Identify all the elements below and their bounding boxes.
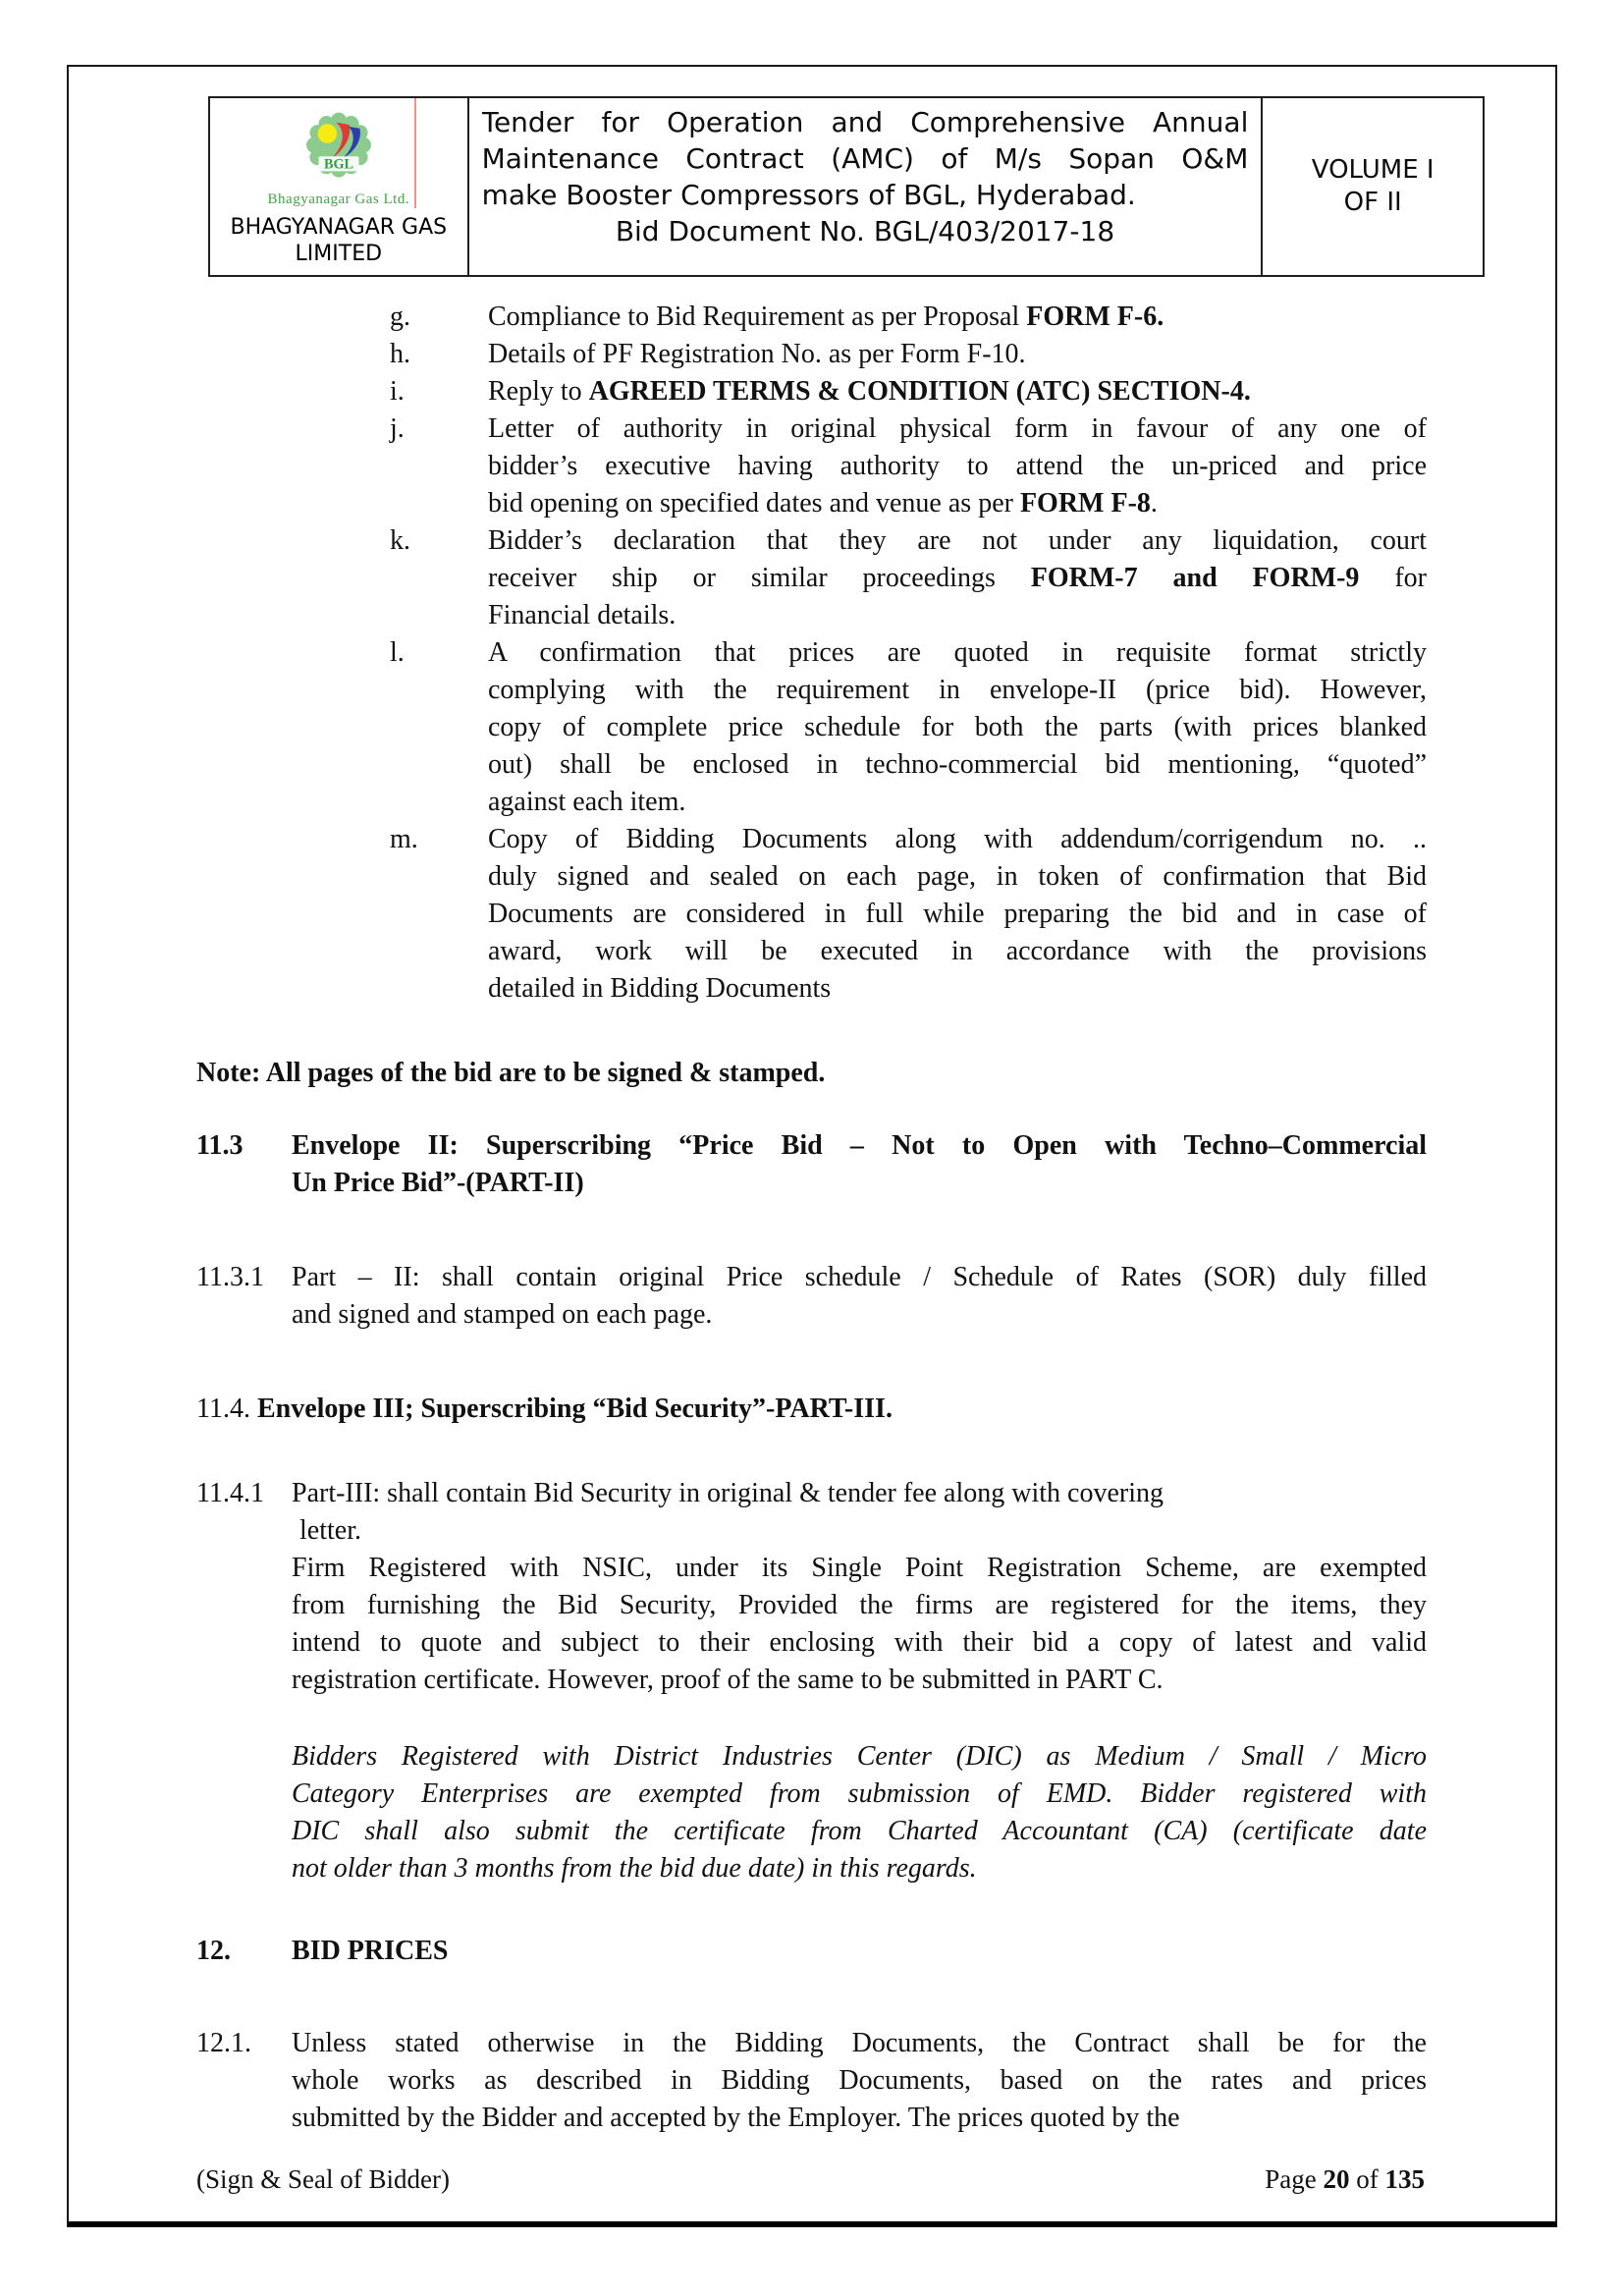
section-number: 11.3.1 [196, 1262, 264, 1292]
text-line: Un Price Bid”-(PART-II) [292, 1168, 584, 1198]
sign-seal-label: (Sign & Seal of Bidder) [196, 2164, 450, 2194]
text-line: against each item. [488, 787, 686, 817]
text-line: Reply to AGREED TERMS & CONDITION (ATC) SECTION-4. [488, 376, 1251, 407]
title-line: Tender for Operation and Comprehensive Annual [481, 106, 1249, 138]
list-item-text [488, 299, 1427, 336]
list-item-text [488, 373, 1427, 410]
text-line: not older than 3 months from the bid due date) in this regards. [292, 1853, 977, 1884]
list-marker: i. [390, 376, 405, 407]
text-line: Copy of Bidding Documents along with addendum/corrigendum no. .. [488, 824, 1427, 854]
section-12-1 [196, 2025, 1427, 2137]
bid-document-number: Bid Document No. BGL/403/2017-18 [615, 215, 1115, 247]
section-heading-text [292, 1127, 1427, 1202]
text-line: Bidders Registered with District Industries Center (DIC) as Medium / Small / Micro [292, 1741, 1427, 1772]
text-line: bidder’s executive having authority to attend the un-priced and price [488, 451, 1427, 481]
list-item [196, 336, 1427, 373]
text-line: from furnishing the Bid Security, Provided the firms are registered for the items, they [292, 1590, 1427, 1620]
text-line: letter. [299, 1515, 361, 1546]
text-line: Details of PF Registration No. as per Form F-10. [488, 339, 1026, 369]
text-line: Unless stated otherwise in the Bidding Documents, the Contract shall be for the [292, 2028, 1427, 2058]
section-number: 12. [196, 1936, 231, 1966]
text-line: complying with the requirement in envelope-II (price bid). However, [488, 675, 1427, 705]
section-heading-text: BID PRICES [292, 1936, 449, 1966]
text-line: submitted by the Bidder and accepted by the Employer. The prices quoted by the [292, 2103, 1180, 2133]
list-item-text [488, 410, 1427, 522]
section-heading-12 [196, 1933, 1427, 1970]
text-line: out) shall be enclosed in techno-commercial bid mentioning, “quoted” [488, 749, 1427, 780]
company-name-line: BHAGYANAGAR GAS [230, 215, 448, 240]
company-name [231, 214, 448, 267]
company-name-line: LIMITED [295, 242, 383, 266]
company-logo-icon [285, 110, 393, 191]
title-line: make Booster Compressors of BGL, Hyderabad. [481, 179, 1136, 211]
section-text [292, 1475, 1427, 1699]
document-title-cell [467, 98, 1262, 275]
section-11-3-1 [196, 1259, 1427, 1334]
page-border [67, 65, 1557, 2227]
text-line: Letter of authority in original physical form in favour of any one of [488, 413, 1427, 444]
volume-label-line: OF II [1343, 188, 1402, 217]
document-body [69, 277, 1555, 2137]
text-line: A confirmation that prices are quoted in requisite format strictly [488, 637, 1427, 668]
section-number: 11.4.1 [196, 1478, 264, 1508]
text-line: whole works as described in Bidding Documents, based on the rates and prices [292, 2065, 1427, 2096]
section-number: 11.3 [196, 1130, 244, 1161]
logo-acronym: BGL [323, 156, 353, 173]
list-item [196, 410, 1427, 522]
section-11-4-1 [196, 1475, 1427, 1699]
text-line: detailed in Bidding Documents [488, 973, 832, 1004]
dic-exemption-paragraph [292, 1738, 1427, 1887]
list-item-text [488, 634, 1427, 821]
list-item [196, 634, 1427, 821]
list-marker: k. [390, 525, 410, 556]
red-divider-line [414, 98, 416, 208]
text-line: receiver ship or similar proceedings FORM-7 and FORM-9 for [488, 563, 1427, 593]
list-marker: m. [390, 824, 418, 854]
list-item-text [488, 522, 1427, 634]
text-line: Compliance to Bid Requirement as per Proposal FORM F-6. [488, 301, 1164, 332]
section-text [292, 1259, 1427, 1334]
volume-cell [1261, 98, 1483, 275]
text-line: and signed and stamped on each page. [292, 1299, 713, 1330]
text-line: Envelope II: Superscribing “Price Bid – Not to Open with Techno–Commercial [292, 1130, 1427, 1161]
list-marker: l. [390, 637, 405, 668]
text-line: Part-III: shall contain Bid Security in original & tender fee along with covering [292, 1478, 1164, 1508]
list-item-text [488, 336, 1427, 373]
text-line: duly signed and sealed on each page, in token of confirmation that Bid [488, 861, 1427, 892]
list-marker: h. [390, 339, 410, 369]
text-line: Firm Registered with NSIC, under its Single Point Registration Scheme, are exempted [292, 1553, 1427, 1583]
text-line: Part – II: shall contain original Price schedule / Schedule of Rates (SOR) duly filled [292, 1262, 1427, 1292]
text-line: DIC shall also submit the certificate from Charted Accountant (CA) (certificate date [292, 1816, 1427, 1846]
text-line: award, work will be executed in accordance with the provisions [488, 936, 1427, 966]
logo-tagline: Bhagyanagar Gas Ltd. [267, 191, 410, 207]
text-line: bid opening on specified dates and venue as per FORM F-8. [488, 488, 1158, 519]
text-line: Documents are considered in full while preparing the bid and in case of [488, 899, 1427, 929]
logo-sun-icon [317, 124, 337, 143]
text-line: Bidder’s declaration that they are not under any liquidation, court [488, 525, 1427, 556]
page-footer [196, 2162, 1425, 2196]
checklist [196, 299, 1427, 1008]
header-table [208, 96, 1485, 277]
text-line: registration certificate. However, proof of the same to be submitted in PART C. [292, 1665, 1164, 1695]
list-marker: g. [390, 301, 410, 332]
header-logo-cell [210, 98, 467, 275]
list-item-text [488, 821, 1427, 1008]
title-line: Maintenance Contract (AMC) of M/s Sopan O&M [481, 142, 1249, 175]
list-item [196, 821, 1427, 1008]
text-line: Financial details. [488, 600, 677, 630]
note-paragraph: Note: All pages of the bid are to be signed & stamped. [196, 1058, 826, 1088]
list-marker: j. [390, 413, 405, 444]
list-item [196, 373, 1427, 410]
section-heading-11-4: 11.4. Envelope III; Superscribing “Bid Security”-PART-III. [196, 1394, 893, 1424]
section-text [292, 2025, 1427, 2137]
text-line: Category Enterprises are exempted from submission of EMD. Bidder registered with [292, 1778, 1427, 1809]
section-number: 12.1. [196, 2028, 251, 2058]
volume-label-line: VOLUME I [1311, 155, 1435, 185]
text-line: copy of complete price schedule for both the parts (with prices blanked [488, 712, 1427, 742]
list-item [196, 522, 1427, 634]
text-line: intend to quote and subject to their enclosing with their bid a copy of latest and valid [292, 1627, 1427, 1658]
section-heading-11-3 [196, 1127, 1427, 1202]
list-item [196, 299, 1427, 336]
page-number: Page 20 of 135 [1265, 2164, 1425, 2194]
